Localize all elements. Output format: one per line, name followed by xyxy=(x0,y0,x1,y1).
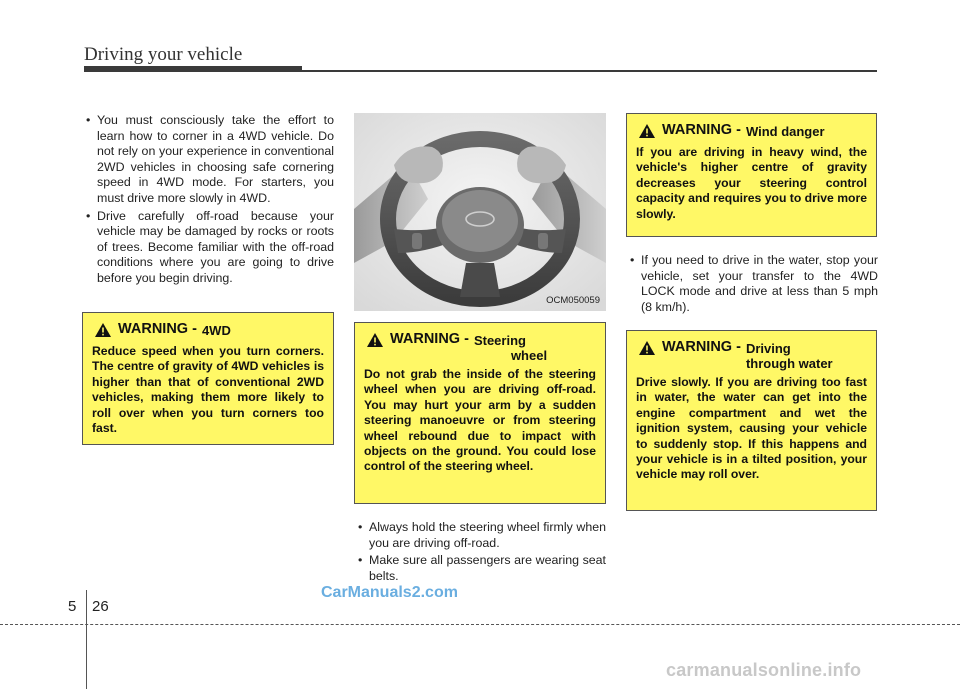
warning-body: Do not grab the inside of the steering wheel when you are driving off-road. You may hurt your arm by a sudden steering manoeuvre or from steering wheel rebound due to impact with objects on the ground. You could lose control of the steering wheel. xyxy=(364,367,596,474)
steering-wheel-illustration xyxy=(354,113,606,311)
title-bar xyxy=(84,66,302,72)
warning-label: WARNING - xyxy=(390,331,469,347)
warning-box-steering-wheel xyxy=(354,322,606,504)
warning-box-driving-through-water xyxy=(626,330,877,511)
bullet-item: • Always hold the steering wheel firmly when you are driving off-road. xyxy=(358,520,606,551)
title-rule xyxy=(302,70,877,72)
warning-subject-line2: wheel xyxy=(510,348,548,363)
warning-subject: Wind danger xyxy=(745,124,825,139)
section-title: Driving your vehicle xyxy=(84,44,243,65)
warning-body: If you are driving in heavy wind, the vehicle's higher centre of gravity decreases your steering control capacity and requires you to drive more slowly. xyxy=(636,145,867,221)
bullet-item: • Drive carefully off-road because your vehicle may be damaged by rocks or roots of trees. Become familiar with the off-road conditions where you are going to drive before you begin driving. xyxy=(86,209,334,287)
chapter-number: 5 xyxy=(68,598,77,615)
warning-triangle-icon xyxy=(639,124,655,138)
warning-box-4wd xyxy=(82,312,334,445)
middle-bullets xyxy=(358,520,606,586)
right-bullets xyxy=(630,253,878,317)
bullet-item: • You must consciously take the effort to learn how to corner in a 4WD vehicle. Do not rely on your experience in conventional 2WD vehicles in choosing safe cornering speed in 4WD mode. For starters, you must drive more slowly in 4WD. xyxy=(86,113,334,207)
bullet-item: • If you need to drive in the water, stop your vehicle, set your transfer to the 4WD LOCK mode and drive at less than 5 mph (8 km/h). xyxy=(630,253,878,315)
warning-subject: Driving xyxy=(745,341,791,356)
warning-body: Drive slowly. If you are driving too fast in water, the water can get into the engine compartment and wet the ignition system, causing your vehicle to suddenly stop. If this happens and your vehicle is in a tilted position, your vehicle may roll over. xyxy=(636,375,867,482)
warning-subject: 4WD xyxy=(201,323,231,338)
warning-body: Reduce speed when you turn corners. The centre of gravity of 4WD vehicles is higher than that of conventional 2WD vehicles, making them more likely to roll over when you turn corners too fast. xyxy=(92,344,324,436)
watermark-carmanualsonline[interactable]: carmanualsonline.info xyxy=(666,660,862,680)
image-caption: OCM050059 xyxy=(546,295,600,306)
warning-subject-line2: through water xyxy=(745,356,833,371)
steering-wheel-image xyxy=(354,113,606,311)
page-number: 26 xyxy=(92,598,109,615)
warning-triangle-icon xyxy=(367,333,383,347)
left-column xyxy=(86,113,334,289)
footer-vertical-rule xyxy=(86,590,87,689)
warning-label: WARNING - xyxy=(662,122,741,138)
warning-triangle-icon xyxy=(95,323,111,337)
warning-box-wind-danger xyxy=(626,113,877,237)
warning-label: WARNING - xyxy=(118,321,197,337)
warning-label: WARNING - xyxy=(662,339,741,355)
warning-subject: Steering xyxy=(473,333,526,348)
bullet-item: • Make sure all passengers are wearing seat belts. xyxy=(358,553,606,584)
warning-triangle-icon xyxy=(639,341,655,355)
footer-dashed-rule xyxy=(0,624,960,625)
watermark-carmanuals2[interactable]: CarManuals2.com xyxy=(321,584,458,601)
